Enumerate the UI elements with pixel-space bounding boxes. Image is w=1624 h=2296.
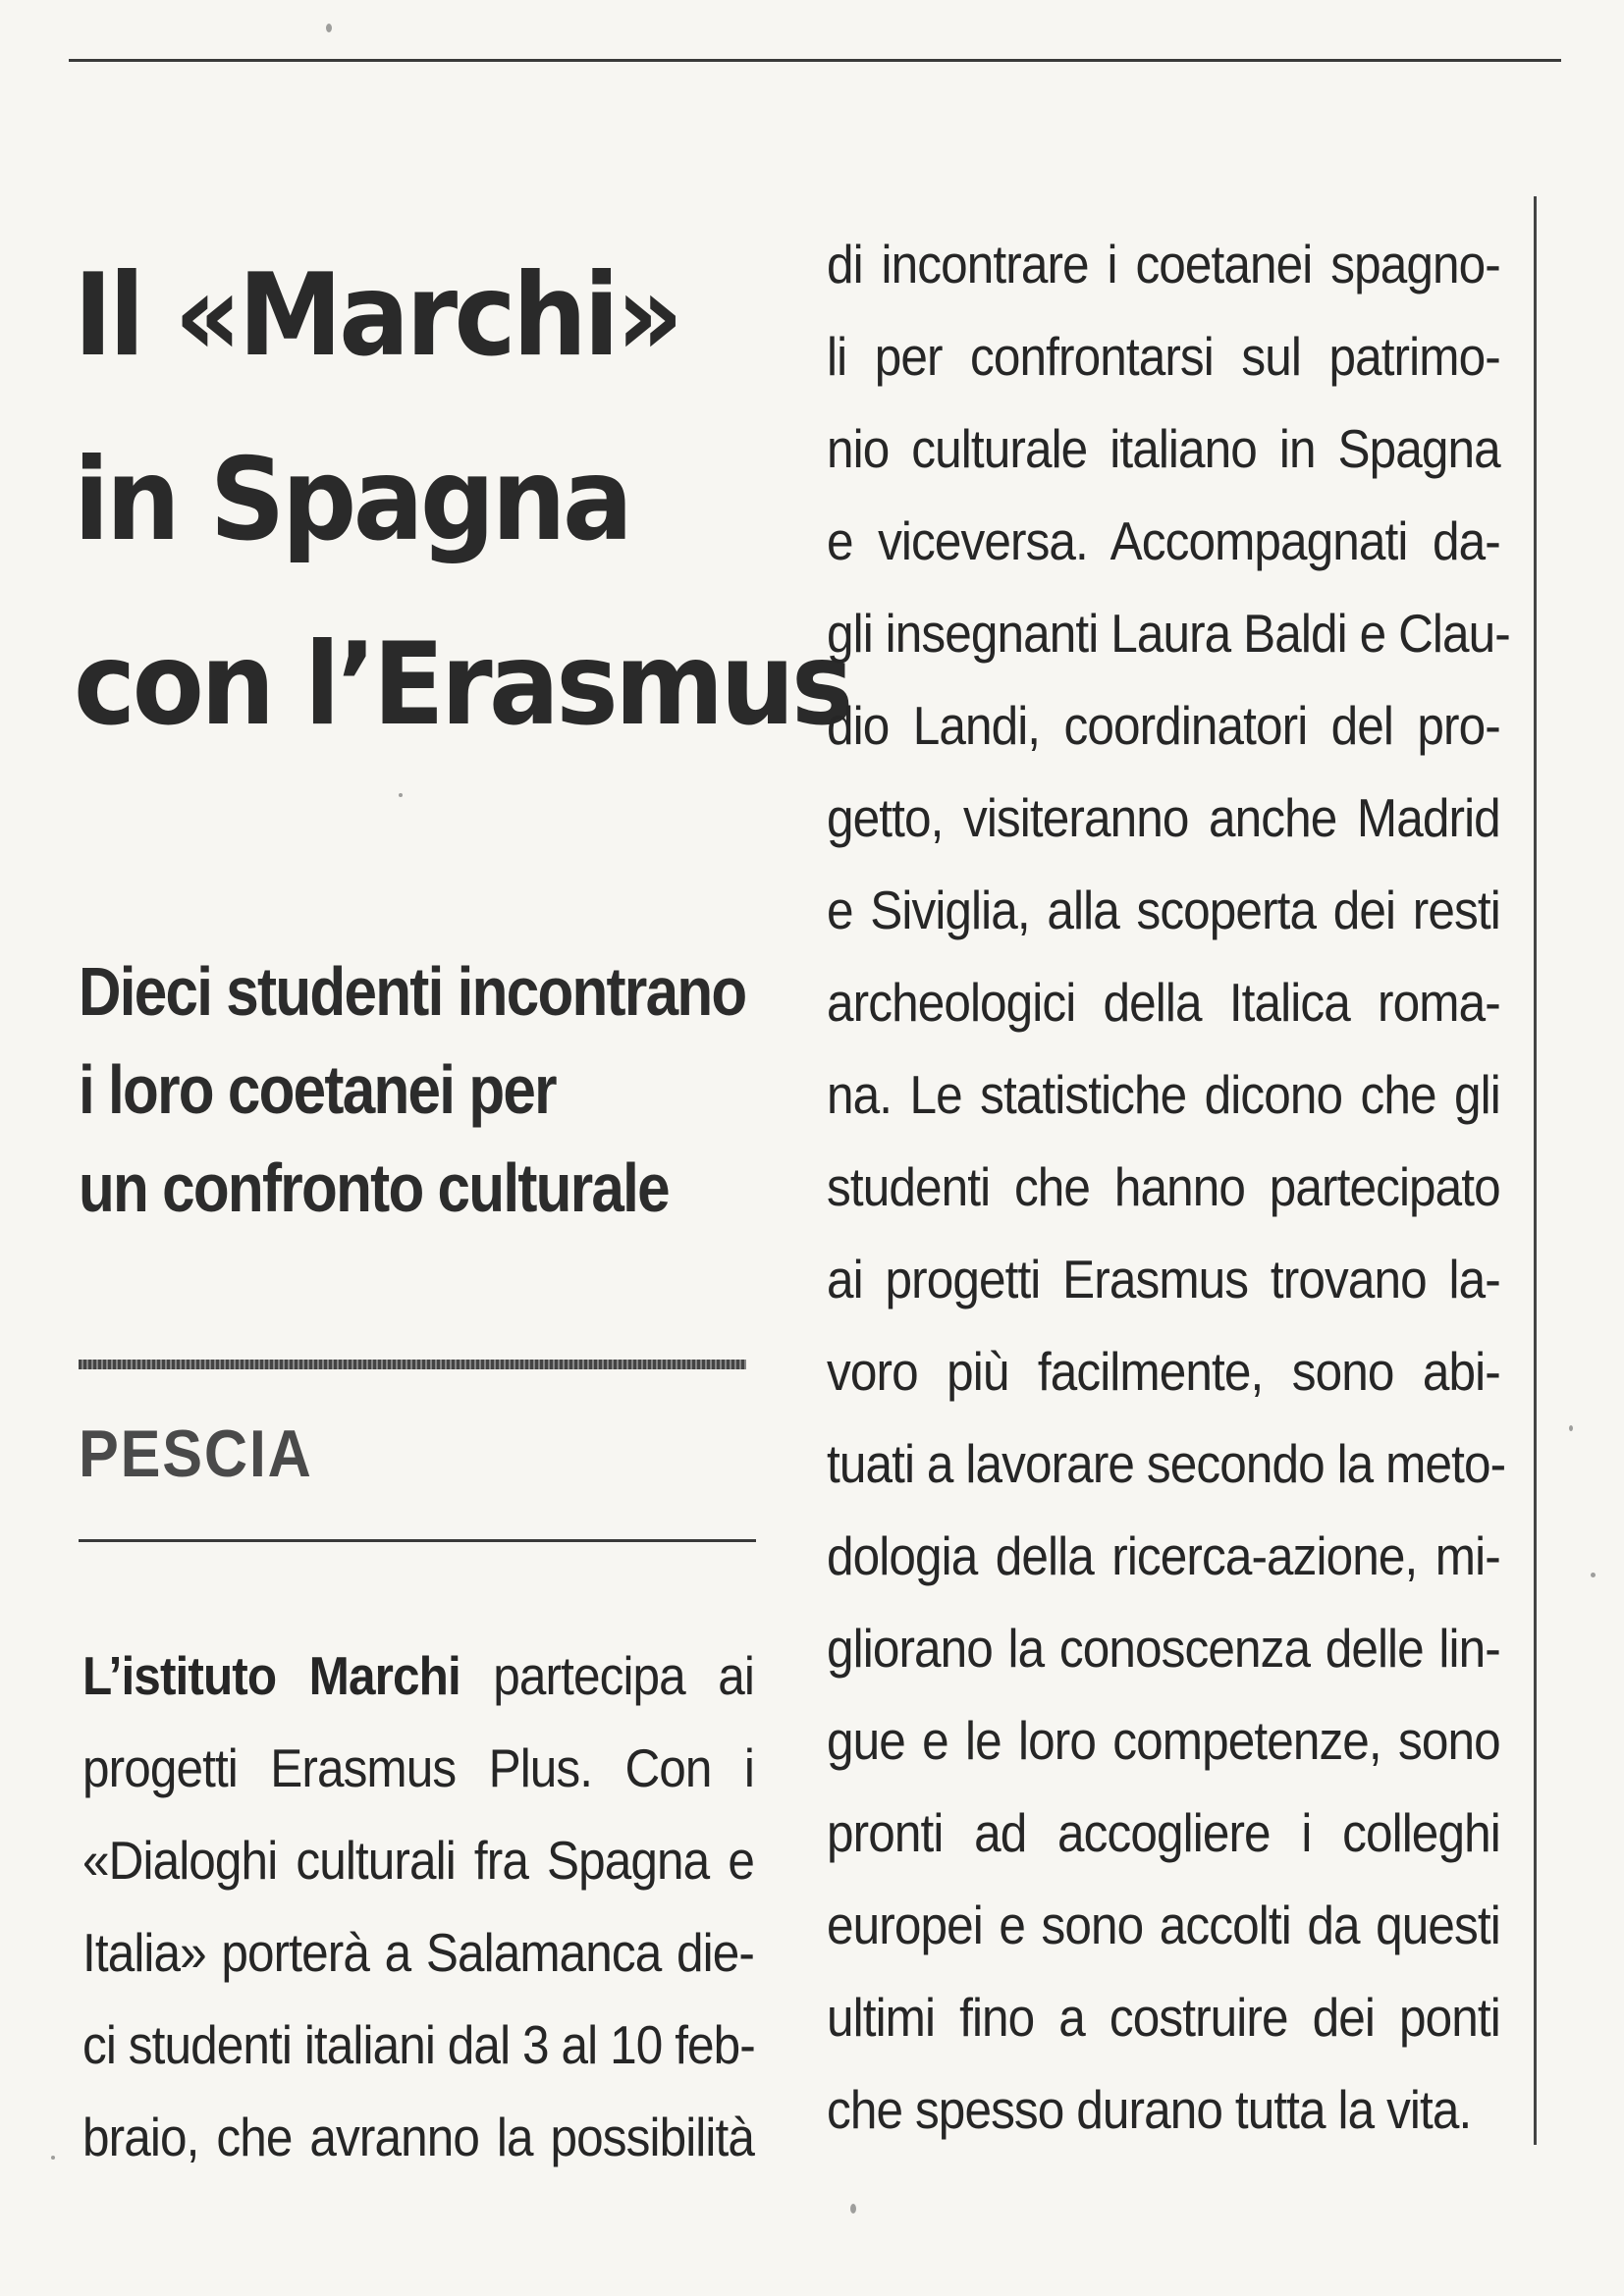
body-line: che spesso durano tutta la vita. — [827, 2079, 1472, 2140]
body-column-left — [82, 1629, 754, 2183]
lead-in: L’istituto Marchi — [82, 1645, 460, 1706]
body-line: europei e sono accolti da questi — [827, 1895, 1500, 1955]
section-rule-thin — [79, 1539, 756, 1542]
headline — [74, 224, 850, 777]
body-line: studenti che hanno partecipato — [827, 1156, 1500, 1217]
column-divider — [1534, 196, 1537, 2145]
body-line: braio, che avranno la possibilità — [82, 2107, 754, 2167]
body-line: na. Le statistiche dicono che gli — [827, 1064, 1500, 1125]
body-line: Italia» porterà a Salamanca die- — [82, 1922, 754, 1983]
subheadline-line: Dieci studenti incontrano — [79, 953, 746, 1030]
headline-line: Il «Marchi» — [74, 249, 680, 382]
body-line: gue e le loro competenze, sono — [827, 1710, 1500, 1771]
scan-speck — [1591, 1573, 1596, 1577]
scan-speck — [51, 2156, 55, 2160]
top-rule — [69, 59, 1561, 62]
body-line: e Siviglia, alla scoperta dei resti — [827, 880, 1500, 940]
body-line: getto, visiteranno anche Madrid — [827, 787, 1500, 848]
subheadline — [79, 942, 746, 1237]
body-column-right — [827, 218, 1510, 2156]
body-line: dio Landi, coordinatori del pro- — [827, 695, 1500, 756]
body-line-rest: partecipa ai — [460, 1645, 754, 1706]
section-label: PESCIA — [79, 1416, 313, 1491]
body-line: di incontrare i coetanei spagno- — [827, 234, 1500, 294]
body-line: dologia della ricerca-azione, mi- — [827, 1525, 1500, 1586]
body-line: li per confrontarsi sul patrimo- — [827, 326, 1500, 387]
body-line — [82, 1629, 754, 1722]
body-line: «Dialoghi culturali fra Spagna e — [82, 1830, 754, 1891]
subheadline-line: un confronto culturale — [79, 1149, 669, 1226]
body-line: e viceversa. Accompagnati da- — [827, 510, 1500, 571]
body-line: gliorano la conoscenza delle lin- — [827, 1618, 1500, 1679]
body-line: progetti Erasmus Plus. Con i — [82, 1737, 754, 1798]
body-line: nio culturale italiano in Spagna — [827, 418, 1500, 479]
body-line: archeologici della Italica roma- — [827, 972, 1500, 1033]
section-rule-thick — [79, 1360, 746, 1369]
scan-speck — [326, 24, 332, 32]
body-line: tuati a lavorare secondo la meto- — [827, 1433, 1506, 1494]
body-line: ultimi fino a costruire dei ponti — [827, 1987, 1500, 2048]
body-line: voro più facilmente, sono abi- — [827, 1341, 1500, 1402]
scan-speck — [1569, 1425, 1573, 1431]
scan-speck — [850, 2204, 856, 2214]
body-line: gli insegnanti Laura Baldi e Clau- — [827, 603, 1510, 664]
body-line: ci studenti italiani dal 3 al 10 feb- — [82, 2014, 755, 2075]
subheadline-line: i loro coetanei per — [79, 1051, 556, 1128]
scan-speck — [399, 793, 403, 797]
headline-line: con l’Erasmus — [74, 618, 850, 751]
body-line: ai progetti Erasmus trovano la- — [827, 1249, 1500, 1309]
headline-line: in Spagna — [74, 434, 630, 566]
body-line: pronti ad accogliere i colleghi — [827, 1802, 1500, 1863]
